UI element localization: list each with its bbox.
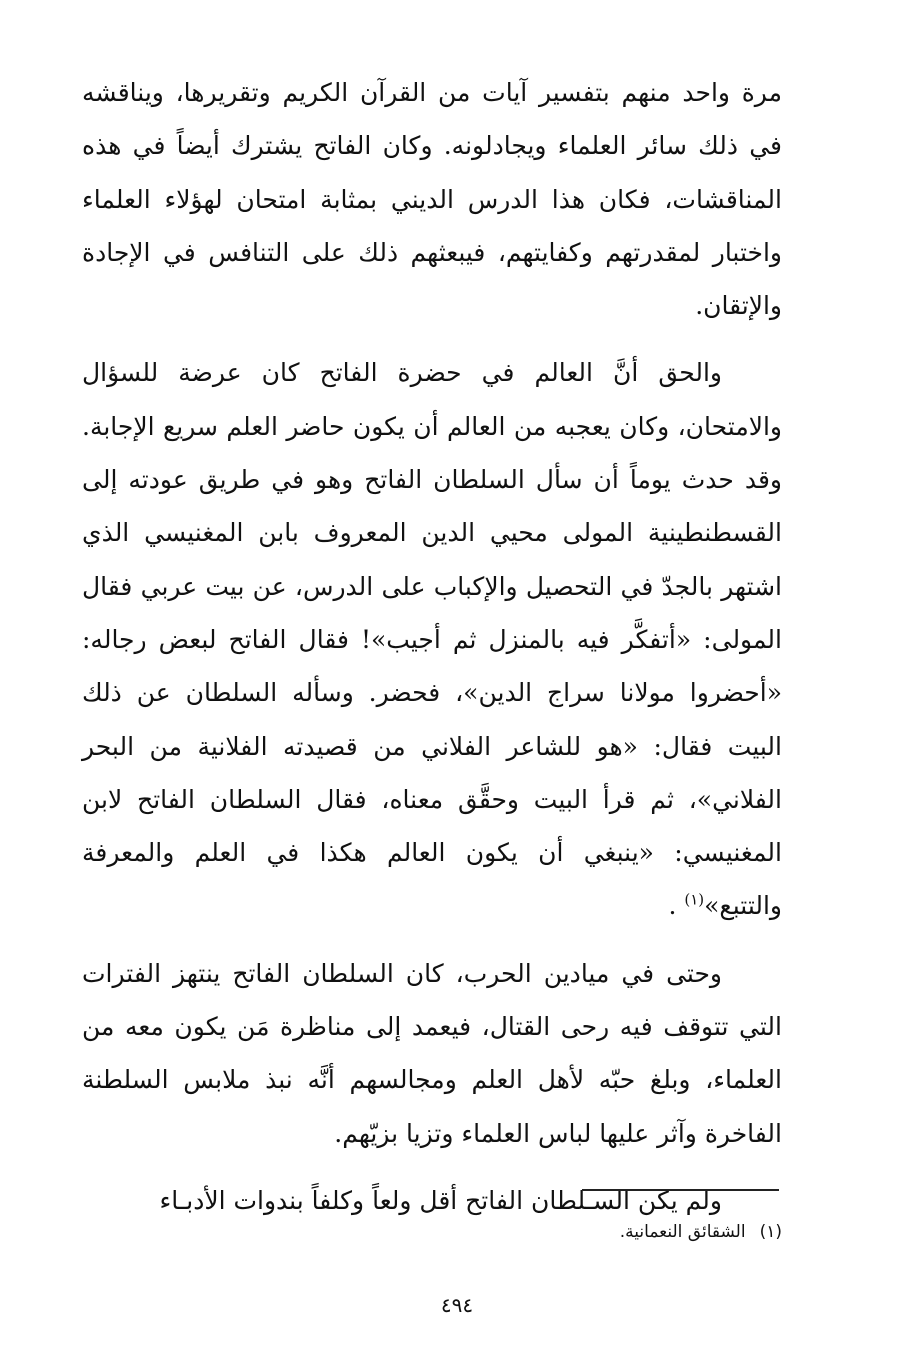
paragraph-1: مرة واحد منهم بتفسير آيات من القرآن الكريم وتقريرها، ويناقشه في ذلك سائر العلماء ويجادلونه. وكان الفاتح يشترك أيضاً في هذه المناقشات، فكان هذا الدرس الديني بمثابة امتحان لهؤلاء العلماء واختبار لمقدرتهم وكفايتهم، فيبعثهم ذلك على التنافس في الإجادة والإتقان. [82, 78, 782, 321]
paragraph-4: ولم يكن السـلطان الفاتح أقل ولعاً وكلفاً بندوات الأدبـاء [159, 1185, 722, 1215]
paragraph-2-text: والحق أنَّ العالم في حضرة الفاتح كان عرضة للسؤال والامتحان، وكان يعجبه من العالم أن يكون حاضر العلم سريع الإجابة. وقد حدث يوماً أن سأل السلطان الفاتح وهو في طريق عودته إلى القسطنطينية المولى محيي الدين المعروف بابن المغنيسي الذي اشتهر بالجدّ في التحصيل والإكباب على الدرس، عن بيت عربي فقال المولى: «أتفكَّر فيه بالمنزل ثم أجيب»! فقال الفاتح لبعض رجاله: «أحضروا مولانا سراج الدين»، فحضر. وسأله السلطان عن ذلك البيت فقال: «هو للشاعر الفلاني من قصيدته الفلانية من البحر الفلاني»، ثم قرأ البيت وحقَّق معناه، فقال السلطان الفاتح لابن المغنيسي: «ينبغي أن يكون العالم هكذا في العلم والمعرفة والتتبع» [82, 358, 782, 921]
paragraph-2-end: . [668, 891, 677, 921]
footnote-number: (١) [759, 1222, 782, 1242]
footnote-text: الشقائق النعمانية. [619, 1222, 746, 1242]
footnote-reference: (١) [684, 891, 705, 910]
footnote-separator [582, 1189, 779, 1191]
footnote [620, 1222, 782, 1242]
page-number: ٤٩٤ [440, 1293, 474, 1317]
body-text [82, 66, 782, 1227]
paragraph-3: وحتى في ميادين الحرب، كان السلطان الفاتح ينتهز الفترات التي تتوقف فيه رحى القتال، فيعمد إلى مناظرة مَن يكون معه من العلماء، وبلغ حبّه لأهل العلم ومجالسهم أنَّه نبذ ملابس السلطنة الفاخرة وآثر عليها لباس العلماء وتزيا بزيّهم. [82, 958, 782, 1148]
paragraph-2 [82, 346, 782, 932]
